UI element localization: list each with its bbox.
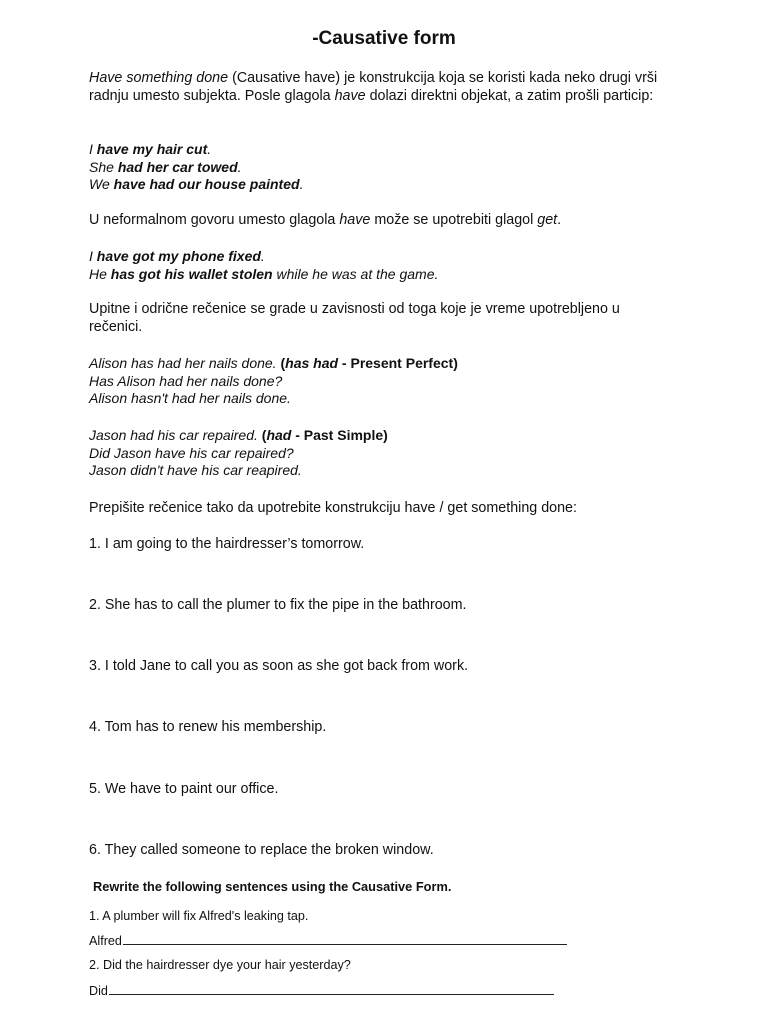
exercise-item: 4. Tom has to renew his membership. [89, 719, 327, 735]
answer-blank[interactable] [123, 932, 567, 945]
exercise-item: 6. They called someone to replace the broken window. [89, 842, 434, 858]
task-answer-line[interactable] [89, 932, 567, 949]
example-line: Has Alison had her nails done? [89, 372, 283, 389]
answer-start: Did [89, 984, 108, 998]
intro-have: have [334, 87, 366, 104]
task-answer-line[interactable] [89, 982, 554, 999]
informal-note: U neformalnom govoru umesto glagola have može se upotrebiti glagol get. [89, 212, 562, 228]
task-heading: Rewrite the following sentences using the Causative Form. [93, 879, 452, 894]
example-line: Alison hasn't had her nails done. [89, 390, 291, 407]
example-line: He has got his wallet stolen while he was at the game. [89, 265, 439, 282]
task-question: 2. Did the hairdresser dye your hair yesterday? [89, 958, 351, 972]
examples-have [89, 141, 679, 194]
exercise-item: 5. We have to paint our office. [89, 781, 279, 797]
example-line: She had her car towed. [89, 158, 242, 175]
examples-get [89, 248, 679, 283]
intro-term: Have something done [89, 70, 229, 86]
example-line: Did Jason have his car repaired? [89, 444, 294, 461]
intro-paragraph [89, 70, 679, 105]
page-title: -Causative form [312, 28, 456, 49]
example-line: Jason had his car repaired. (had - Past Simple) [89, 427, 388, 443]
example-line: We have had our house painted. [89, 176, 304, 193]
alison-examples [89, 355, 679, 408]
exercise-instructions: Prepišite rečenice tako da upotrebite konstrukciju have / get something done: [89, 500, 577, 516]
jason-examples [89, 427, 679, 480]
example-line: I have my hair cut. [89, 141, 212, 157]
exercise-item: 3. I told Jane to call you as soon as she got back from work. [89, 658, 469, 674]
task-question: 1. A plumber will fix Alfred's leaking tap. [89, 909, 309, 923]
example-line: I have got my phone fixed. [89, 248, 265, 264]
questions-intro: Upitne i odrične rečenice se grade u zavisnosti od toga koje je vreme upotrebljeno u rečenici. [89, 301, 620, 335]
answer-blank[interactable] [109, 982, 554, 995]
intro-text-end: dolazi direktni objekat, a zatim prošli particip: [365, 87, 654, 104]
exercise-item: 1. I am going to the hairdresser’s tomorrow. [89, 536, 365, 552]
answer-start: Alfred [89, 934, 122, 948]
example-line: Alison has had her nails done. (has had - Present Perfect) [89, 355, 458, 371]
intro-text: (Causative have) je konstrukcija koja se koristi kada neko drugi vrši radnju umesto subjekta. Posle glagola [89, 70, 658, 104]
exercise-item: 2. She has to call the plumer to fix the pipe in the bathroom. [89, 597, 467, 613]
example-line: Jason didn't have his car reapired. [89, 462, 302, 479]
